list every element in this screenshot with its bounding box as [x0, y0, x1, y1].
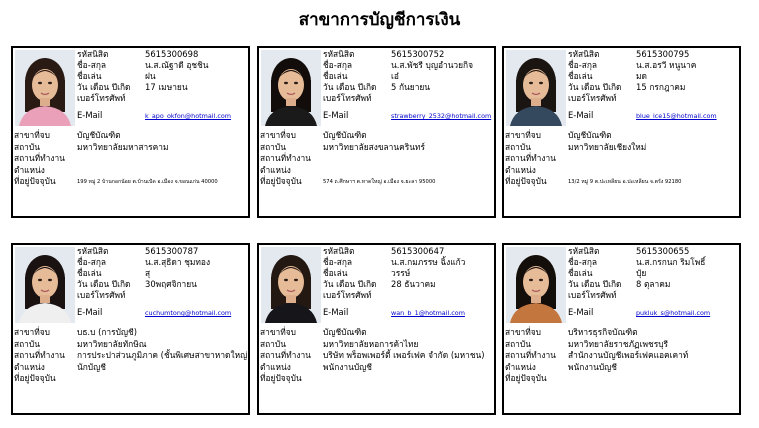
value-major: บัญชีบัณฑิต — [323, 327, 367, 337]
value-student-id: 5615300752 — [391, 49, 445, 59]
label-name: ชื่อ-สกุล — [323, 257, 353, 267]
label-phone: เบอร์โทรศัพท์ — [568, 93, 617, 103]
label-name: ชื่อ-สกุล — [568, 60, 598, 70]
label-name: ชื่อ-สกุล — [568, 257, 598, 267]
value-major: บัญชีบัณฑิต — [323, 130, 367, 140]
label-position: ตำแหน่ง — [505, 164, 536, 175]
label-phone: เบอร์โทรศัพท์ — [323, 290, 372, 300]
label-phone: เบอร์โทรศัพท์ — [568, 290, 617, 300]
student-photo — [261, 247, 321, 323]
label-birthday: วัน เดือน ปีเกิด — [568, 279, 622, 289]
value-birthday: 8 ตุลาคม — [636, 279, 671, 289]
label-phone: เบอร์โทรศัพท์ — [77, 290, 126, 300]
label-student-id: รหัสนิสิต — [568, 49, 600, 59]
value-position: นักบัญชี — [77, 361, 106, 372]
value-birthday: 28 ธันวาคม — [391, 279, 436, 289]
value-student-id: 5615300795 — [636, 49, 690, 59]
value-birthday: 30พฤศจิกายน — [145, 279, 197, 289]
student-card — [257, 46, 496, 218]
email-link[interactable]: blue_ice15@hotmail.com — [636, 112, 717, 120]
label-phone: เบอร์โทรศัพท์ — [323, 93, 372, 103]
label-nickname: ชื่อเล่น — [77, 71, 102, 81]
student-card — [257, 243, 496, 415]
label-birthday: วัน เดือน ปีเกิด — [77, 82, 131, 92]
label-nickname: ชื่อเล่น — [323, 71, 348, 81]
label-email: E-Mail — [568, 307, 594, 317]
value-birthday: 15 กรกฎาคม — [636, 82, 686, 92]
value-nickname: มด — [636, 71, 647, 81]
label-institution: สถาบัน — [14, 338, 40, 349]
value-student-id: 5615300647 — [391, 246, 445, 256]
email-link[interactable]: k_apo_okfon@hotmail.com — [145, 112, 232, 120]
page-title: สาขาการบัญชีการเงิน — [298, 10, 461, 30]
value-address: 199 หมู่ 2 บ้านกอกน้อย ต.บ้านเป้ด อ.เมือง จ.ขอนแก่น 40000 — [77, 179, 218, 185]
value-name: น.ส.พัชรี บุญอำนวยกิจ — [391, 60, 474, 70]
label-institution: สถาบัน — [260, 338, 286, 349]
label-student-id: รหัสนิสิต — [77, 246, 109, 256]
value-workplace: การประปาส่วนภูมิภาค (ชั้นพิเศษสาขาหาดใหญ่) — [77, 350, 251, 360]
student-photo — [261, 50, 321, 126]
value-name: น.ส.อรวี หนูนาค — [636, 60, 697, 70]
value-institution: มหาวิทยาลัยหอการค้าไทย — [323, 338, 419, 349]
label-position: ตำแหน่ง — [14, 361, 45, 372]
label-major: สาขาที่จบ — [260, 130, 296, 140]
label-position: ตำแหน่ง — [505, 361, 536, 372]
portrait-woman-icon — [506, 50, 566, 126]
label-address: ที่อยู่ปัจจุบัน — [14, 373, 56, 383]
label-address: ที่อยู่ปัจจุบัน — [260, 373, 302, 383]
label-nickname: ชื่อเล่น — [323, 268, 348, 278]
student-card — [502, 46, 741, 218]
email-link[interactable]: wan_b_1@hotmail.com — [391, 309, 465, 317]
label-email: E-Mail — [77, 307, 103, 317]
label-birthday: วัน เดือน ปีเกิด — [323, 279, 377, 289]
label-birthday: วัน เดือน ปีเกิด — [568, 82, 622, 92]
label-workplace: สถานที่ทำงาน — [260, 153, 311, 163]
value-name: น.ส.กรกนก ริมโพธิ์ — [636, 257, 706, 267]
value-student-id: 5615300787 — [145, 246, 199, 256]
value-workplace: บริษัท พร็อพเพอร์ตี้ เพอร์เฟค จำกัด (มหาชน) — [323, 350, 485, 360]
label-name: ชื่อ-สกุล — [77, 257, 107, 267]
label-birthday: วัน เดือน ปีเกิด — [77, 279, 131, 289]
label-major: สาขาที่จบ — [505, 130, 541, 140]
value-name: น.ส.สุธิดา ชุมทอง — [145, 257, 211, 267]
label-position: ตำแหน่ง — [14, 164, 45, 175]
value-address: 13/2 หมู่ 9 ต.ปะเหลียน อ.ปะเหลียน จ.ตรัง 92180 — [568, 179, 682, 185]
label-nickname: ชื่อเล่น — [568, 268, 593, 278]
student-card — [502, 243, 741, 415]
value-nickname: สุ — [145, 268, 151, 278]
portrait-woman-icon — [261, 247, 321, 323]
value-address: 574 ถ.ศึกษาฯ ต.หาดใหญ่ อ.เมือง จ.ยะลา 95000 — [323, 179, 436, 185]
value-name-line2: วรรษ์ — [391, 268, 411, 278]
student-photo — [15, 50, 75, 126]
value-position: พนักงานบัญชี — [323, 361, 372, 372]
label-address: ที่อยู่ปัจจุบัน — [505, 176, 547, 186]
label-birthday: วัน เดือน ปีเกิด — [323, 82, 377, 92]
label-phone: เบอร์โทรศัพท์ — [77, 93, 126, 103]
value-institution: มหาวิทยาลัยราชภัฏเพชรบุรี — [568, 338, 669, 349]
value-workplace: สำนักงานบัญชีเพอร์เฟคแอคเคาท์ — [568, 350, 689, 360]
value-nickname: ฝน — [145, 71, 156, 81]
value-name-line2: เอ๋ — [391, 71, 399, 81]
label-student-id: รหัสนิสิต — [323, 246, 355, 256]
label-address: ที่อยู่ปัจจุบัน — [14, 176, 56, 186]
label-position: ตำแหน่ง — [260, 361, 291, 372]
label-nickname: ชื่อเล่น — [77, 268, 102, 278]
value-student-id: 5615300655 — [636, 246, 690, 256]
portrait-woman-icon — [15, 50, 75, 126]
email-link[interactable]: cuchumtong@hotmail.com — [145, 309, 232, 317]
label-institution: สถาบัน — [505, 141, 531, 152]
label-email: E-Mail — [323, 110, 349, 120]
label-position: ตำแหน่ง — [260, 164, 291, 175]
label-institution: สถาบัน — [505, 338, 531, 349]
value-name: น.ส.กมภรรษ ฉิ้งแก้ว — [391, 257, 466, 267]
value-institution: มหาวิทยาลัยสงขลานครินทร์ — [323, 141, 425, 152]
value-major: บัญชีบัณฑิต — [77, 130, 121, 140]
label-student-id: รหัสนิสิต — [568, 246, 600, 256]
label-name: ชื่อ-สกุล — [77, 60, 107, 70]
label-email: E-Mail — [568, 110, 594, 120]
student-photo — [506, 50, 566, 126]
student-photo — [506, 247, 566, 323]
label-workplace: สถานที่ทำงาน — [260, 350, 311, 360]
value-student-id: 5615300698 — [145, 49, 199, 59]
label-major: สาขาที่จบ — [260, 327, 296, 337]
value-name-line2: ปุ๋ย — [636, 268, 647, 278]
value-institution: มหาวิทยาลัยทักษิณ — [77, 338, 147, 349]
label-name: ชื่อ-สกุล — [323, 60, 353, 70]
email-link[interactable]: strawberry_2532@hotmail.com — [391, 112, 492, 120]
label-email: E-Mail — [323, 307, 349, 317]
student-photo — [15, 247, 75, 323]
label-student-id: รหัสนิสิต — [323, 49, 355, 59]
email-link[interactable]: pukluk_s@hotmail.com — [636, 309, 711, 317]
label-institution: สถาบัน — [14, 141, 40, 152]
label-major: สาขาที่จบ — [505, 327, 541, 337]
label-address: ที่อยู่ปัจจุบัน — [260, 176, 302, 186]
portrait-woman-icon — [15, 247, 75, 323]
value-name: น.ส.ณัฐาดี อุชชิน — [145, 60, 209, 70]
label-major: สาขาที่จบ — [14, 327, 50, 337]
value-birthday: 17 เมษายน — [145, 82, 188, 92]
student-card — [11, 46, 250, 218]
label-workplace: สถานที่ทำงาน — [14, 153, 65, 163]
label-workplace: สถานที่ทำงาน — [14, 350, 65, 360]
label-address: ที่อยู่ปัจจุบัน — [505, 373, 547, 383]
value-institution: มหาวิทยาลัยเชียงใหม่ — [568, 141, 647, 152]
student-card — [11, 243, 250, 415]
label-nickname: ชื่อเล่น — [568, 71, 593, 81]
value-birthday: 5 กันยายน — [391, 82, 431, 92]
value-major: บัญชีบัณฑิต — [568, 130, 612, 140]
value-institution: มหาวิทยาลัยมหาสารคาม — [77, 141, 169, 152]
label-email: E-Mail — [77, 110, 103, 120]
label-student-id: รหัสนิสิต — [77, 49, 109, 59]
value-major: บริหารธุรกิจบัณฑิต — [568, 327, 638, 337]
label-major: สาขาที่จบ — [14, 130, 50, 140]
value-major: บธ.บ (การบัญชี) — [77, 327, 138, 337]
label-workplace: สถานที่ทำงาน — [505, 350, 556, 360]
label-institution: สถาบัน — [260, 141, 286, 152]
portrait-woman-icon — [506, 247, 566, 323]
portrait-woman-icon — [261, 50, 321, 126]
value-position: พนักงานบัญชี — [568, 361, 617, 372]
label-workplace: สถานที่ทำงาน — [505, 153, 556, 163]
